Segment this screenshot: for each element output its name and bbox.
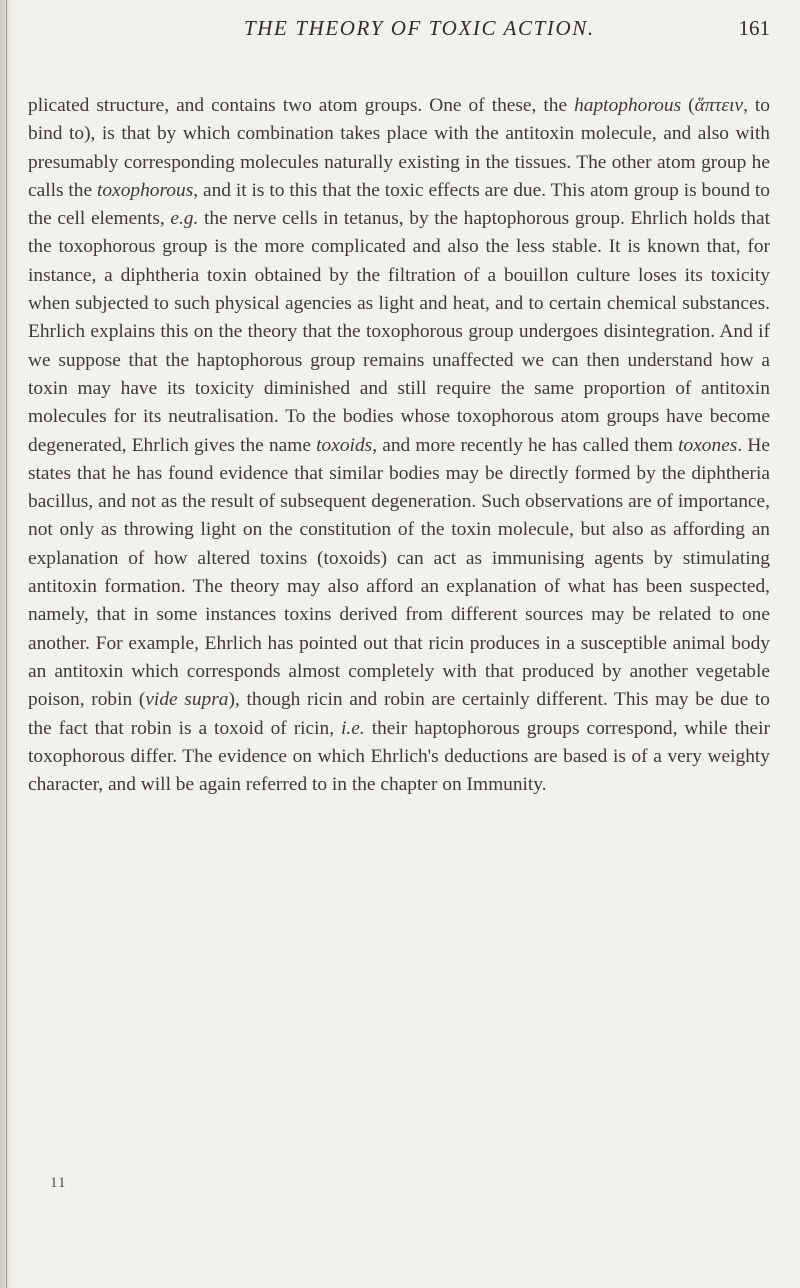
text-run: the nerve cells in tetanus, by the haptophorous group. Ehrlich holds that the toxophorous group is the more complicated and also the less stable. It is known that, for instance, a diphtheria toxin obtained by the filtration of a bouillon culture loses its toxicity when subjected to such physical agencies as light and heat, and to certain chemical substances. Ehrlich explains this on the theory that the toxophorous group undergoes disintegration. And if we suppose that the haptophorous group remains unaffected we can then understand how a toxin may have its toxicity diminished and still require the same proportion of antitoxin molecules for its neutralisation. To the bodies whose toxophorous atom groups have become degenerated, Ehrlich gives the name [28,208,770,456]
paragraph [28,92,770,799]
signature-mark: 11 [50,1175,67,1191]
term-toxones: toxones [678,434,738,456]
page-number: 161 [738,16,770,40]
text-run: their haptophorous groups correspond, while their toxophorous differ. The evidence on which Ehrlich's deductions are based is of a very weighty character, and will be again referred to in the chapter on Immunity. [28,717,771,796]
text-run: , and it is to this that the toxic effects are due. This atom group is bound to the cell elements, [28,179,771,230]
text-run: , and more recently he has called them [372,434,679,456]
abbrev-ie: i.e. [341,717,365,739]
term-toxophorous: toxophorous [97,179,194,201]
running-head [244,16,770,46]
binding-edge-line [6,0,7,1288]
page-gutter-shadow [0,0,14,1288]
greek-word: ἅπτειν [694,95,744,116]
term-toxoids: toxoids [316,434,373,456]
latin-vide-supra: vide supra [145,689,229,711]
running-title: THE THEORY OF TOXIC ACTION. [244,16,595,40]
text-run: plicated structure, and contains two atom groups. One of these, the [28,95,575,116]
text-run: . He states that he has found evidence that similar bodies may be directly formed by the diphtheria bacillus, and not as the result of subsequent degeneration. Such observations are of importance, not only as throwing light on the constitution of the toxin molecule, but also as affording an explanation of how altered toxins (toxoids) can act as immunising agents by stimulating antitoxin formation. The theory may also afford an explanation of what has been suspected, namely, that in some instances toxins derived from different sources may be related to one another. For example, Ehrlich has pointed out that ricin produces in a susceptible animal body an antitoxin which corresponds almost completely with that produced by another vegetable poison, robin ( [28,434,770,711]
term-haptophorous: haptophorous [574,95,682,116]
text-run: , to bind to), is that by which combination takes place with the antitoxin molecule, and also with presumably corresponding molecules naturally existing in the tissues. The other atom group he calls the [28,95,771,201]
body-text [28,92,770,799]
text-run: ( [681,95,695,116]
text-run: ), though ricin and robin are certainly different. This may be due to the fact that robin is a toxoid of ricin, [28,689,770,739]
abbrev-eg: e.g. [170,208,199,230]
